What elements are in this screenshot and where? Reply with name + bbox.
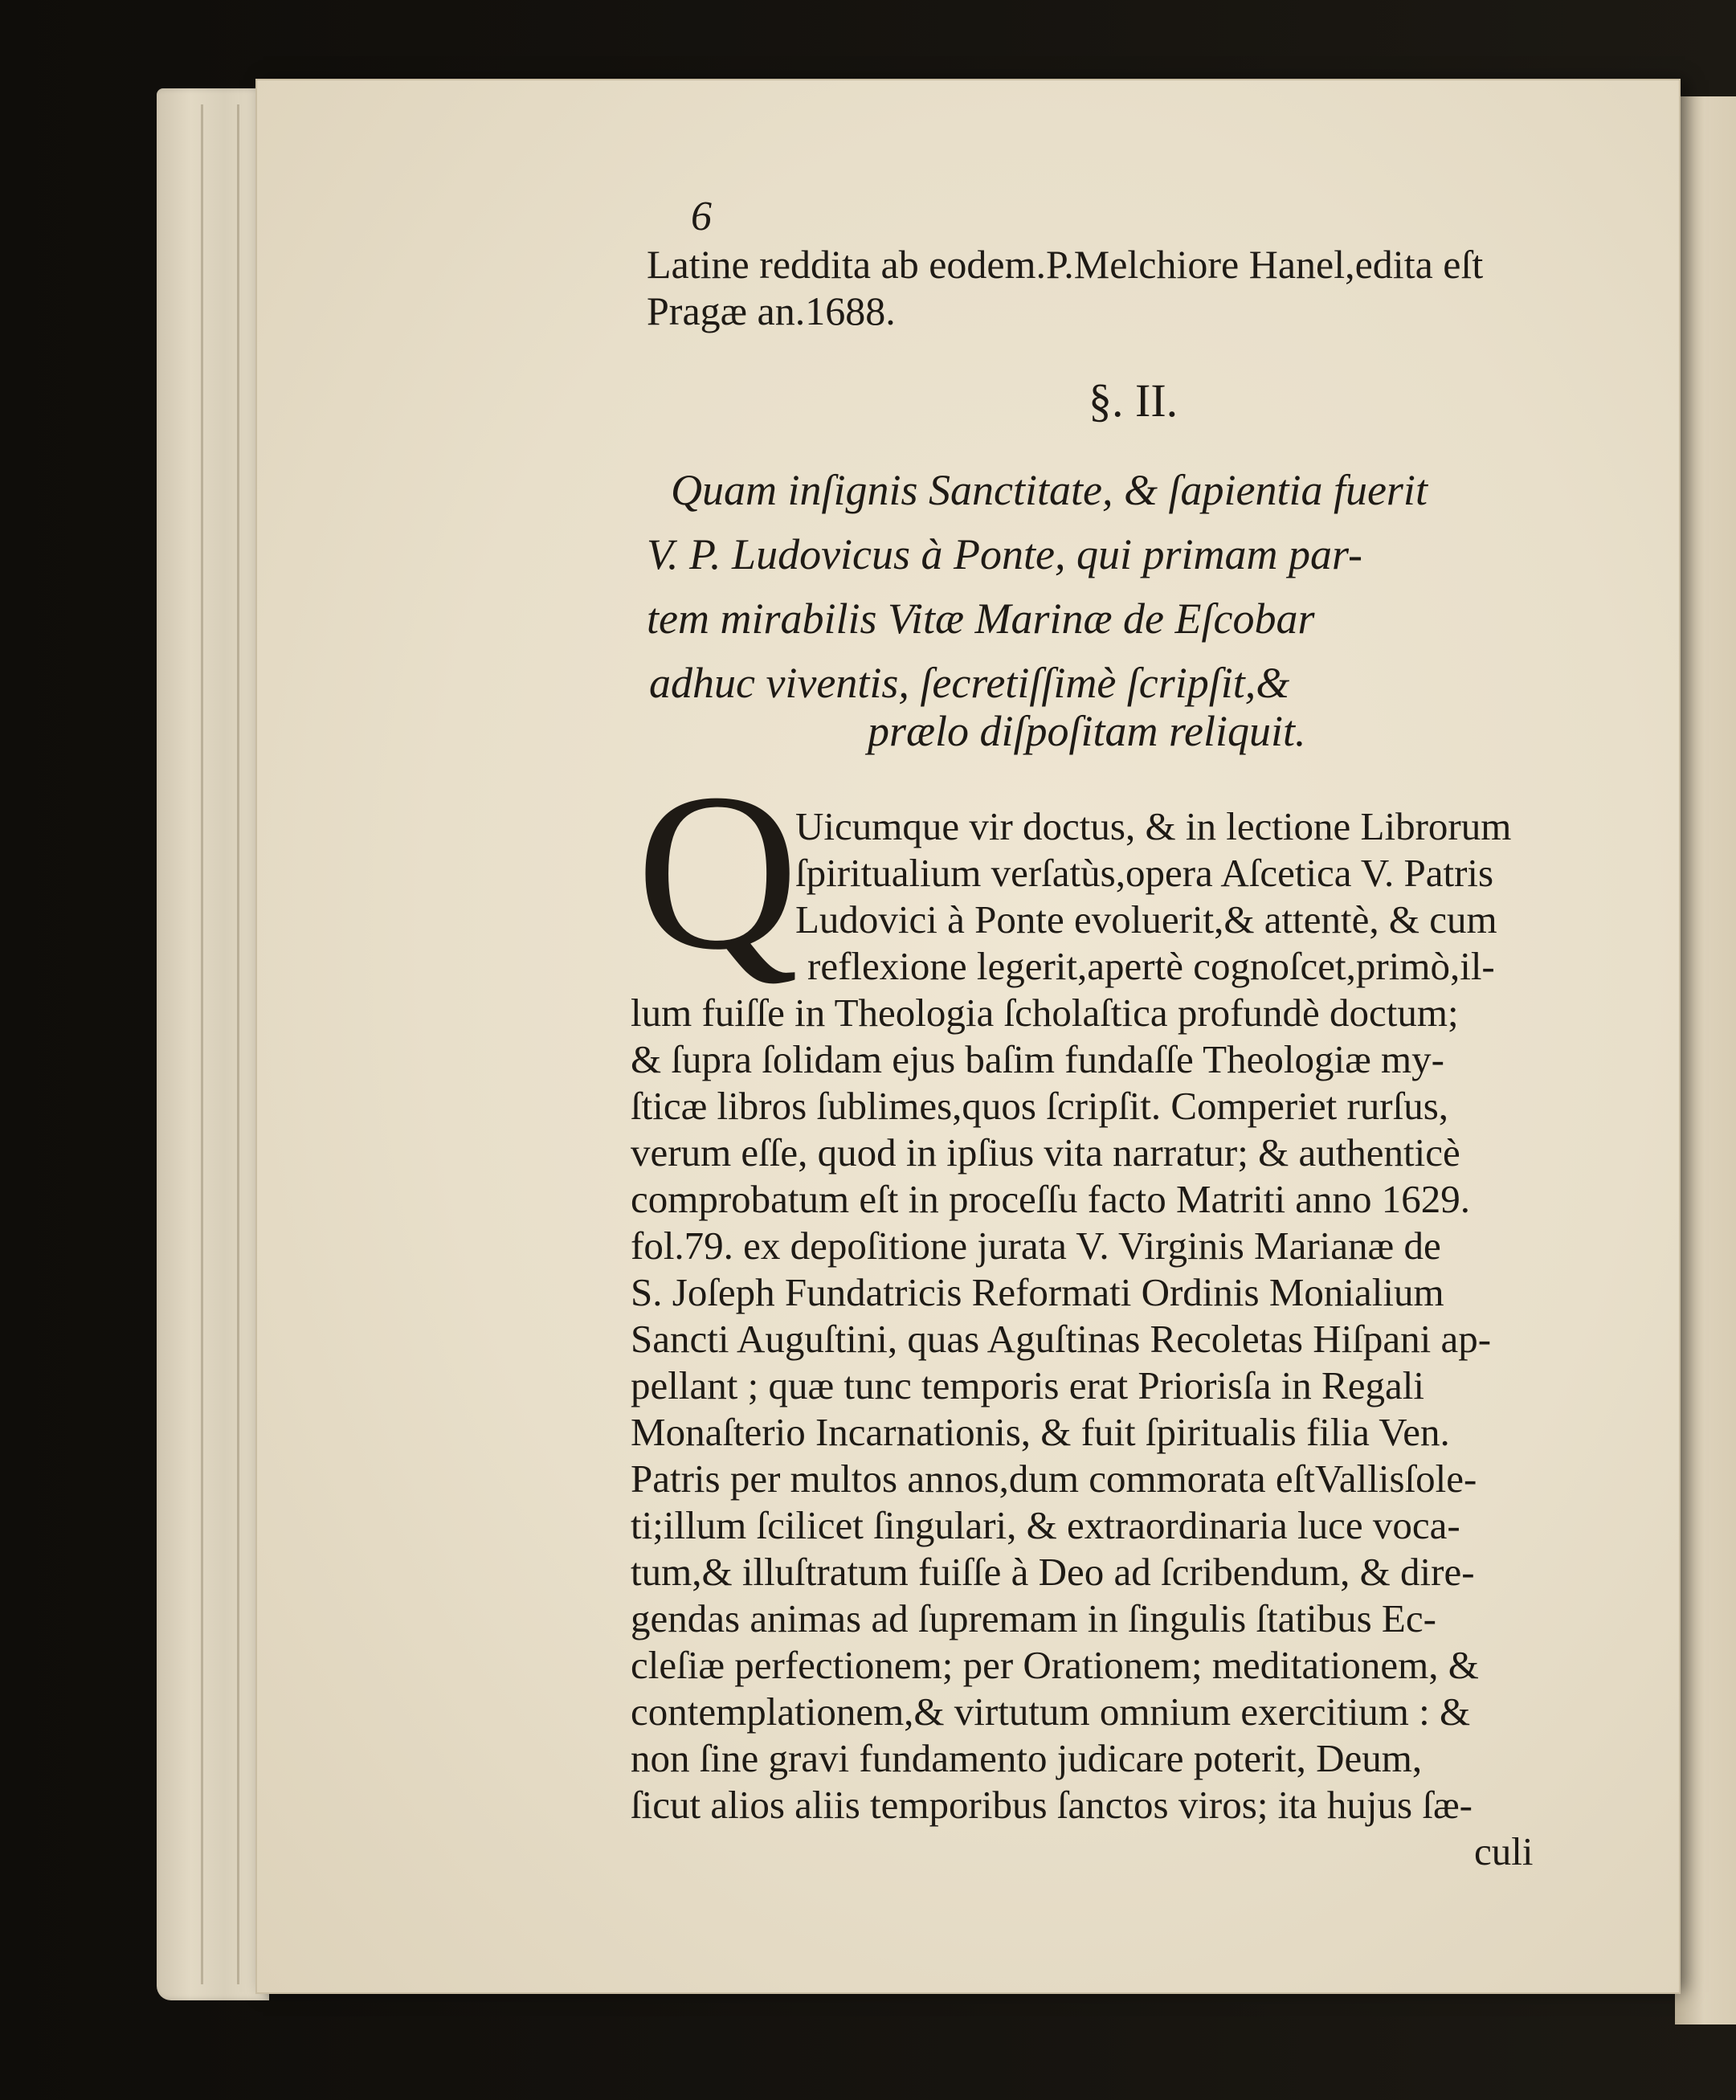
body-line: comprobatum eſt in proceſſu facto Matriti anno 1629. [631,1177,1471,1221]
body-line: & ſupra ſolidam ejus baſim fundaſſe Theologiæ my- [631,1037,1444,1081]
body-line: verum eſſe, quod in ipſius vita narratur; & authenticè [631,1130,1460,1175]
body-line: gendas animas ad ſupremam in ſingulis ſtatibus Ec- [631,1596,1436,1640]
body-line: ſpiritualium verſatùs,opera Aſcetica V. Patris [795,851,1494,895]
catchword: culi [1474,1829,1534,1873]
body-line: reflexione legerit,apertè cognoſcet,primò,il- [807,944,1495,988]
body-line: Ludovici à Ponte evoluerit,& attentè, & cum [795,897,1497,942]
facing-page-edge [1675,96,1736,2024]
body-line: non ſine gravi fundamento judicare poterit, Deum, [631,1736,1423,1780]
body-line: ſticæ libros ſublimes,quos ſcripſit. Comperiet rurſus, [631,1084,1449,1128]
body-line: Patris per multos annos,dum commorata eſtVallisſole- [631,1457,1477,1501]
drop-cap: Q [636,746,799,996]
body-line: ſicut alios aliis temporibus ſanctos viros; ita hujus ſæ- [631,1783,1473,1827]
page-edges-stack [157,88,269,2000]
section-heading-line: V. P. Ludovicus à Ponte, qui primam par- [647,530,1362,578]
body-line: contemplationem,& virtutum omnium exercitium : & [631,1689,1471,1734]
body-line: lum fuiſſe in Theologia ſcholaſtica profundè doctum; [631,991,1459,1035]
intro-line: Pragæ an.1688. [647,288,896,333]
intro-line: Latine reddita ab eodem.P.Melchiore Hanel,edita eſt [647,242,1484,287]
body-line: fol.79. ex depoſitione jurata V. Virginis Marianæ de [631,1224,1441,1268]
body-line: tum,& illuſtratum fuiſſe à Deo ad ſcribendum, & dire- [631,1550,1475,1594]
section-heading-line: adhuc viventis, ſecretiſſimè ſcripſit,& [649,659,1290,707]
section-heading-line: tem mirabilis Vitæ Marinæ de Eſcobar [647,594,1315,643]
body-line: Monaſterio Incarnationis, & fuit ſpiritualis filia Ven. [631,1410,1450,1454]
body-line: pellant ; quæ tunc temporis erat Priorisſa in Regali [631,1363,1424,1407]
section-number: §. II. [1089,374,1178,427]
body-line: cleſiæ perfectionem; per Orationem; meditationem, & [631,1643,1479,1687]
body-line: Uicumque vir doctus, & in lectione Librorum [795,804,1512,848]
section-heading-line: prælo diſpoſitam reliquit. [868,707,1306,755]
body-line: Sancti Auguſtini, quas Aguſtinas Recoletas Hiſpani ap- [631,1317,1492,1361]
section-heading-line: Quam inſignis Sanctitate, & ſapientia fuerit [671,466,1428,514]
body-line: S. Joſeph Fundatricis Reformati Ordinis Monialium [631,1270,1444,1314]
body-line: ti;illum ſcilicet ſingulari, & extraordinaria luce voca- [631,1503,1460,1547]
page-number: 6 [691,194,712,239]
